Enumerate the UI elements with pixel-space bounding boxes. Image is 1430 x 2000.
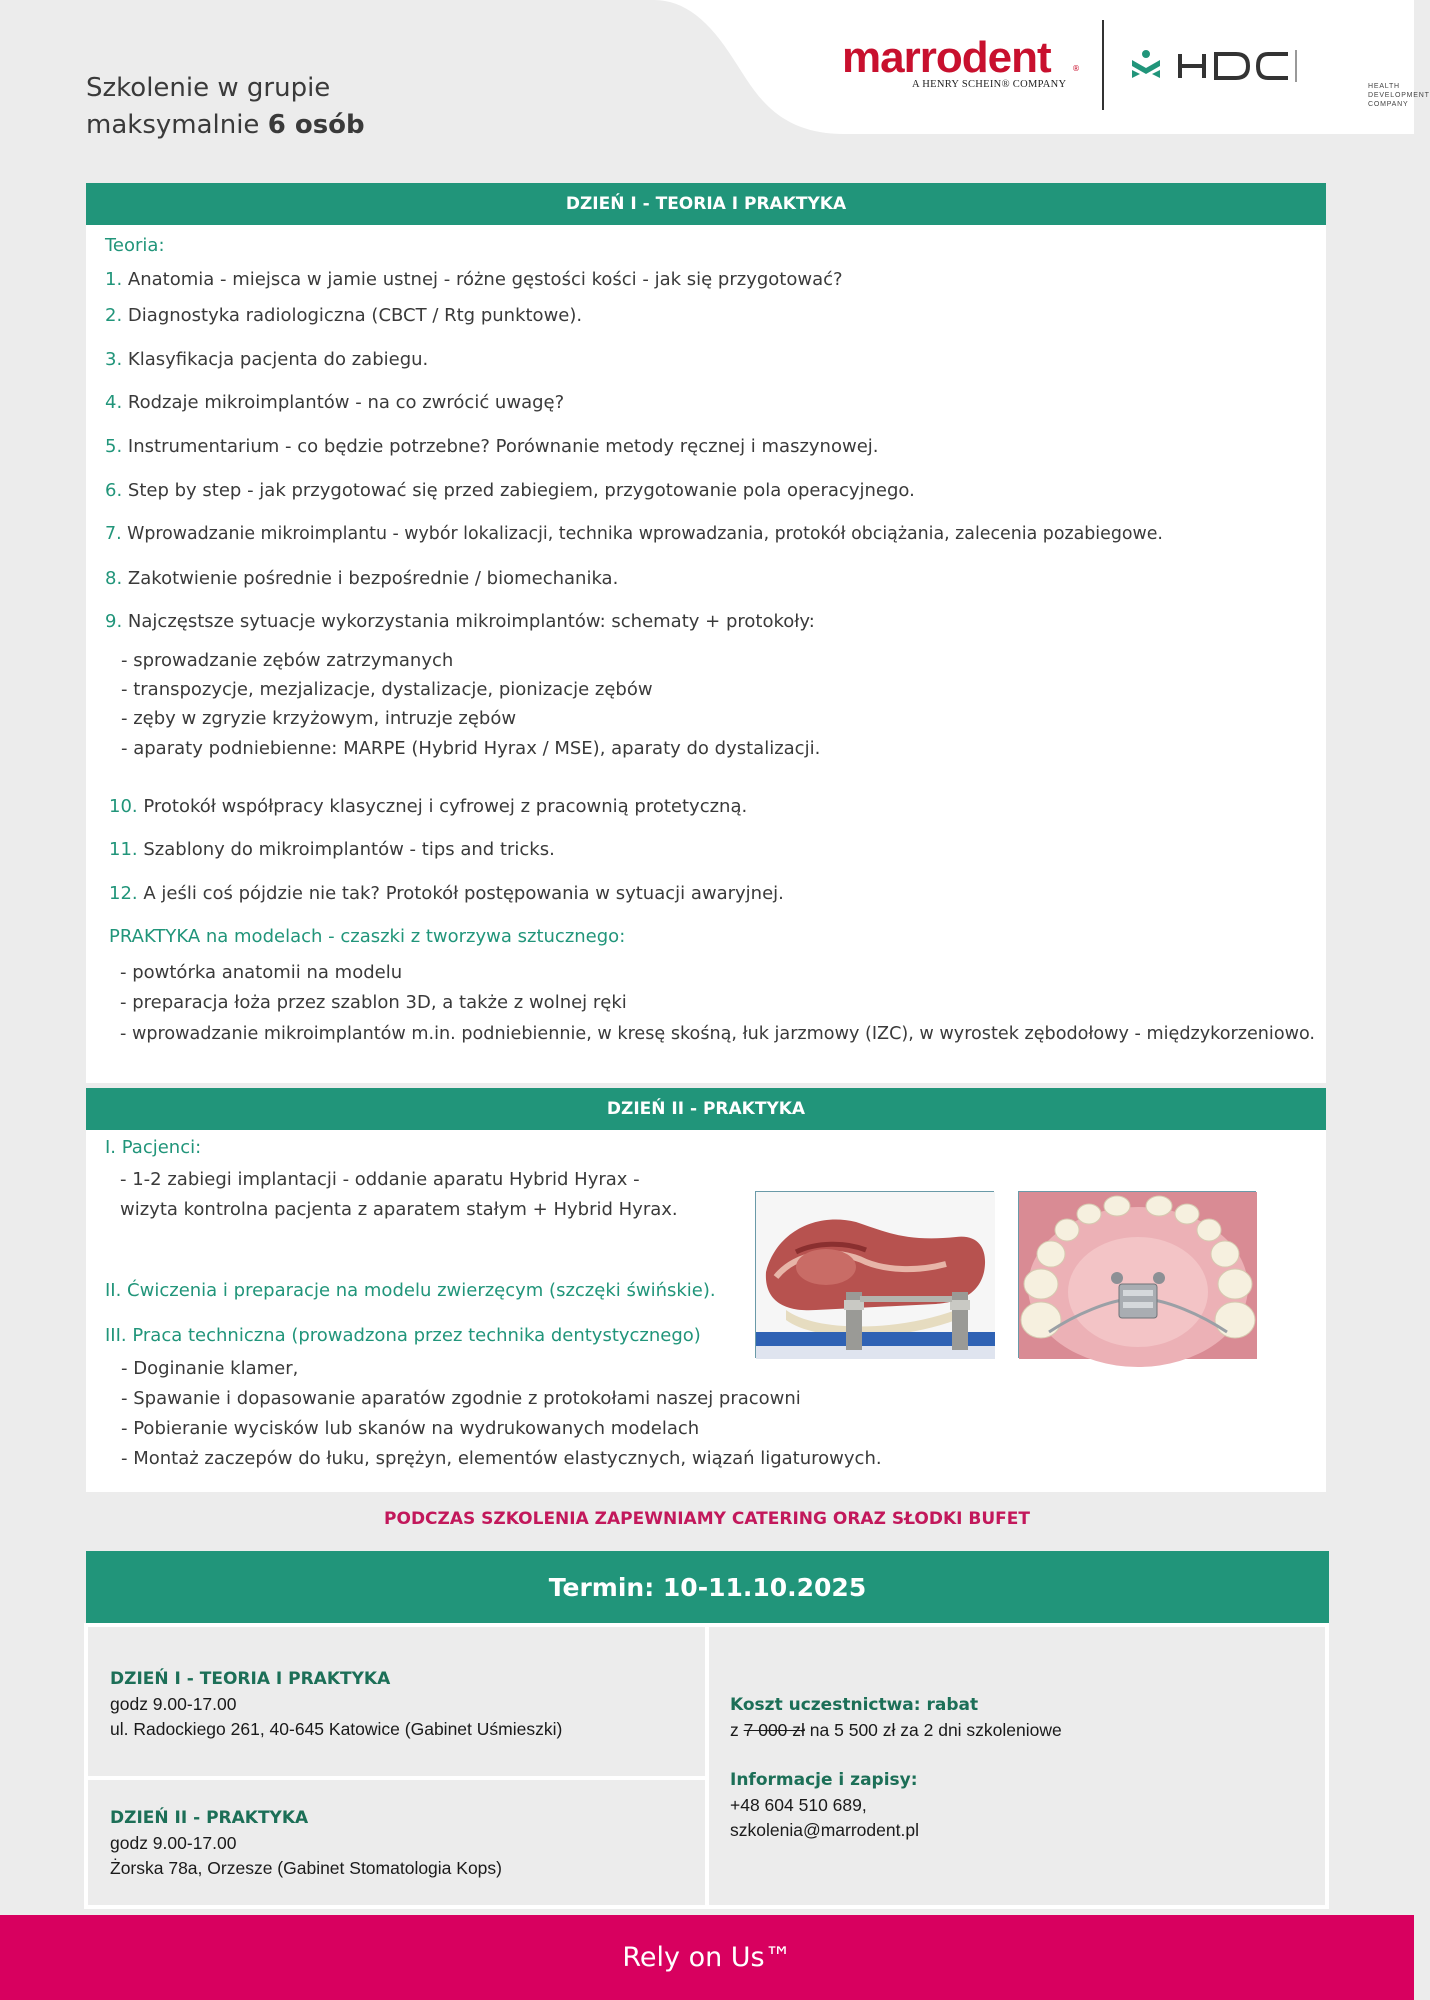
group-size-heading <box>86 70 365 144</box>
day2-info-hours: godz 9.00-17.00 <box>110 1833 237 1853</box>
sub-item-3: - zęby w zgryzie krzyżowym, intruzje zębów <box>121 708 517 729</box>
theory-item-7: 7. Wprowadzanie mikroimplantu - wybór lokalizacji, technika wprowadzania, protokół obciążania, zalecenia pozabiegowe. <box>105 524 1163 544</box>
theory-label: Teoria: <box>105 235 165 256</box>
day2-card <box>86 1088 1326 1492</box>
day1-title: DZIEŃ I - TEORIA I PRAKTYKA <box>86 183 1326 225</box>
contact-title: Informacje i zapisy: <box>730 1770 918 1790</box>
intraoral-appliance-photo <box>1018 1191 1256 1358</box>
theory-item-10: 10. Protokół współpracy klasycznej i cyfrowej z pracownią protetyczną. <box>109 796 748 817</box>
theory-item-8: 8. Zakotwienie pośrednie i bezpośrednie / biomechanika. <box>105 568 619 589</box>
henry-schein-tagline: A HENRY SCHEIN® COMPANY <box>912 79 1067 90</box>
hdc-emblem-icon <box>1128 46 1358 86</box>
hdc-tagline: HEALTH DEVELOPMENT COMPANY <box>1368 83 1430 108</box>
logos <box>838 18 1430 118</box>
pig-jaw-photo <box>755 1191 994 1358</box>
contact-email[interactable]: szkolenia@marrodent.pl <box>730 1820 919 1840</box>
theory-item-3: 3. Klasyfikacja pacjenta do zabiegu. <box>105 349 429 370</box>
day1-info-box <box>84 1623 709 1780</box>
theory-item-9: 9. Najczęstsze sytuacje wykorzystania mikroimplantów: schematy + protokoły: <box>105 611 815 632</box>
technical-label: III. Praca techniczna (prowadzona przez technika dentystycznego) <box>105 1325 701 1346</box>
day2-title: DZIEŃ II - PRAKTYKA <box>86 1088 1326 1130</box>
old-price: 7 000 zł <box>743 1720 805 1740</box>
practice-item-3: - wprowadzanie mikroimplantów m.in. podniebiennie, w kresę skośną, łuk jarzmowy (IZC), w wyrostek zębodołowy - międzykorzeniowo. <box>120 1024 1316 1044</box>
footer-slogan: Rely on Us™ <box>0 1915 1414 2000</box>
day2-info-title: DZIEŃ II - PRAKTYKA <box>110 1808 309 1828</box>
technical-item-2: - Spawanie i dopasowanie aparatów zgodnie z protokołami naszej pracowni <box>121 1388 801 1409</box>
cost-value: z 7 000 zł na 5 500 zł za 2 dni szkoleniowe <box>730 1720 1062 1740</box>
theory-item-5: 5. Instrumentarium - co będzie potrzebne? Porównanie metody ręcznej i maszynowej. <box>105 436 879 457</box>
technical-item-4: - Montaż zaczepów do łuku, sprężyn, elementów elastycznych, wiązań ligaturowych. <box>121 1448 882 1469</box>
sub-item-2: - transpozycje, mezjalizacje, dystalizacje, pionizacje zębów <box>121 679 653 700</box>
day1-info-title: DZIEŃ I - TEORIA I PRAKTYKA <box>110 1669 391 1689</box>
cost-contact-box <box>705 1623 1329 1909</box>
marrodent-wordmark: marrodent <box>842 33 1051 82</box>
theory-item-1: 1. Anatomia - miejsca w jamie ustnej - różne gęstości kości - jak się przygotować? <box>105 269 843 290</box>
sub-item-4: - aparaty podniebienne: MARPE (Hybrid Hyrax / MSE), aparaty do dystalizacji. <box>121 738 821 759</box>
patients-item-2: wizyta kontrolna pacjenta z aparatem stałym + Hybrid Hyrax. <box>120 1199 678 1220</box>
registered-mark: ® <box>1072 64 1080 73</box>
course-date-banner: Termin: 10-11.10.2025 <box>86 1551 1329 1625</box>
practice-item-2: - preparacja łoża przez szablon 3D, a także z wolnej ręki <box>120 992 627 1013</box>
logo-divider <box>1102 20 1104 110</box>
cost-title: Koszt uczestnictwa: rabat <box>730 1695 979 1715</box>
group-size-value: 6 osób <box>267 110 365 140</box>
theory-item-2: 2. Diagnostyka radiologiczna (CBCT / Rtg punktowe). <box>105 305 583 326</box>
theory-item-12: 12. A jeśli coś pójdzie nie tak? Protokół postępowania w sytuacji awaryjnej. <box>109 883 784 904</box>
theory-item-6: 6. Step by step - jak przygotować się przed zabiegiem, przygotowanie pola operacyjnego. <box>105 480 915 501</box>
heading-line-2: maksymalnie 6 osób <box>86 110 365 140</box>
marrodent-logo <box>842 34 1082 90</box>
theory-item-11: 11. Szablony do mikroimplantów - tips and tricks. <box>109 839 555 860</box>
day1-info-hours: godz 9.00-17.00 <box>110 1694 237 1714</box>
technical-item-1: - Doginanie klamer, <box>121 1358 299 1379</box>
sub-item-1: - sprowadzanie zębów zatrzymanych <box>121 650 454 671</box>
practice-item-1: - powtórka anatomii na modelu <box>120 962 403 983</box>
day1-card <box>86 183 1326 1083</box>
technical-item-3: - Pobieranie wycisków lub skanów na wydrukowanych modelach <box>121 1418 700 1439</box>
day1-info-address: ul. Radockiego 261, 40-645 Katowice (Gabinet Uśmieszki) <box>110 1719 563 1739</box>
theory-item-4: 4. Rodzaje mikroimplantów - na co zwrócić uwagę? <box>105 392 565 413</box>
catering-note: PODCZAS SZKOLENIA ZAPEWNIAMY CATERING ORAZ SŁODKI BUFET <box>384 1509 1030 1529</box>
heading-line-1: Szkolenie w grupie <box>86 73 331 103</box>
day2-info-box <box>84 1776 709 1909</box>
pig-jaw-image <box>756 1192 995 1359</box>
practice-label: PRAKTYKA na modelach - czaszki z tworzywa sztucznego: <box>109 926 626 947</box>
patients-label: I. Pacjenci: <box>105 1137 202 1158</box>
day2-info-address: Żorska 78a, Orzesze (Gabinet Stomatologia Kops) <box>110 1858 502 1878</box>
exercises-label: II. Ćwiczenia i preparacje na modelu zwierzęcym (szczęki świńskie). <box>105 1280 716 1301</box>
contact-phone[interactable]: +48 604 510 689, <box>730 1795 867 1815</box>
intraoral-image <box>1019 1192 1257 1359</box>
hdc-logo <box>1128 46 1430 108</box>
patients-item-1: - 1-2 zabiegi implantacji - oddanie aparatu Hybrid Hyrax - <box>120 1169 640 1190</box>
